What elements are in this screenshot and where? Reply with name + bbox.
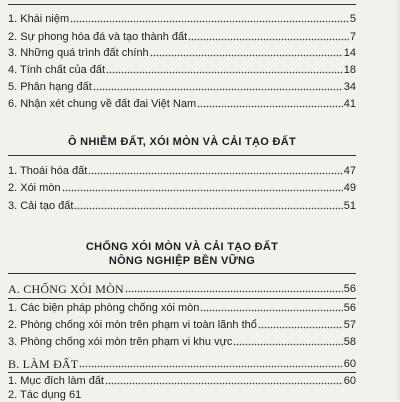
toc-entry-title: 2. Xói mòn <box>8 182 61 194</box>
toc-entry-page: 41 <box>343 98 356 110</box>
toc-entry <box>8 96 356 111</box>
toc-entry <box>8 180 356 195</box>
toc-entry-page: 58 <box>343 336 356 348</box>
chapter-heading: Ô NHIỄM ĐẤT, XÓI MÒN VÀ CẢI TẠO ĐẤT <box>67 136 297 148</box>
toc-entry <box>8 11 356 26</box>
toc-entry-title: 6. Nhận xét chung về đất đai Việt Nam <box>8 98 197 110</box>
toc-entry-title: 1. Thoái hóa đất <box>8 165 88 177</box>
toc-entry <box>8 334 356 349</box>
toc-entry-page: 60 <box>343 358 356 370</box>
toc-entry-page: 34 <box>343 81 356 93</box>
toc-entry-title: 5. Phân hạng đất <box>8 81 92 93</box>
toc-entry-title: 3. Phòng chống xói mòn trên phạm vi khu vực <box>8 336 233 348</box>
toc-entry <box>8 198 356 213</box>
toc-entry-title: 3. Cải tạo đất <box>8 200 74 212</box>
toc-entry <box>8 29 356 44</box>
toc-entry <box>8 373 356 388</box>
top-divider <box>8 4 356 5</box>
toc-entry-page: 51 <box>343 200 356 212</box>
toc-entry <box>8 389 81 402</box>
toc-entry <box>8 45 356 60</box>
toc-entry-page: 57 <box>343 319 356 331</box>
toc-entry-page: 61 <box>68 389 82 401</box>
toc-entry-page: 47 <box>343 165 356 177</box>
chapter-divider <box>8 273 356 274</box>
toc-entry <box>8 79 356 94</box>
toc-entry-title: 1. Khái niệm <box>8 13 70 25</box>
toc-entry-title: 1. Các biện pháp phòng chống xói mòn <box>8 302 200 314</box>
toc-entry-page: 14 <box>343 47 356 59</box>
page-shadow <box>394 0 400 400</box>
toc-entry-page: 18 <box>343 64 356 76</box>
toc-entry-page: 49 <box>343 182 356 194</box>
toc-entry-title: 2. Tác dụng <box>8 389 66 401</box>
toc-section-title: A. CHỐNG XÓI MÒN <box>8 282 124 296</box>
toc-entry-page: 7 <box>349 31 356 43</box>
toc-entry <box>8 317 356 332</box>
toc-section-title: B. LÀM ĐẤT <box>8 357 79 371</box>
chapter-heading-line1: CHỐNG XÓI MÒN VÀ CẢI TẠO ĐẤT <box>85 241 279 253</box>
toc-section-entry <box>8 281 356 296</box>
toc-entry-page: 56 <box>343 302 356 314</box>
toc-entry-title: 2. Sự phong hóa đá và tạo thành đất <box>8 31 188 43</box>
toc-entry <box>8 300 356 315</box>
chapter-heading-line2: NÔNG NGHIỆP BỀN VỮNG <box>108 255 256 267</box>
toc-section-entry <box>8 356 356 371</box>
toc-entry <box>8 62 356 77</box>
section-divider <box>8 298 356 299</box>
toc-entry-page: 60 <box>343 375 356 387</box>
toc-entry-title: 3. Những quá trình đất chính <box>8 47 149 59</box>
toc-entry-title: 1. Mục đích làm đất <box>8 375 104 387</box>
toc-entry <box>8 163 356 178</box>
toc-entry-title: 2. Phòng chống xói mòn trên phạm vi toàn lãnh thổ <box>8 319 257 331</box>
chapter-divider <box>8 155 356 156</box>
toc-entry-page: 56 <box>343 283 356 295</box>
toc-entry-page: 5 <box>349 13 356 25</box>
toc-entry-title: 4. Tính chất của đất <box>8 64 106 76</box>
